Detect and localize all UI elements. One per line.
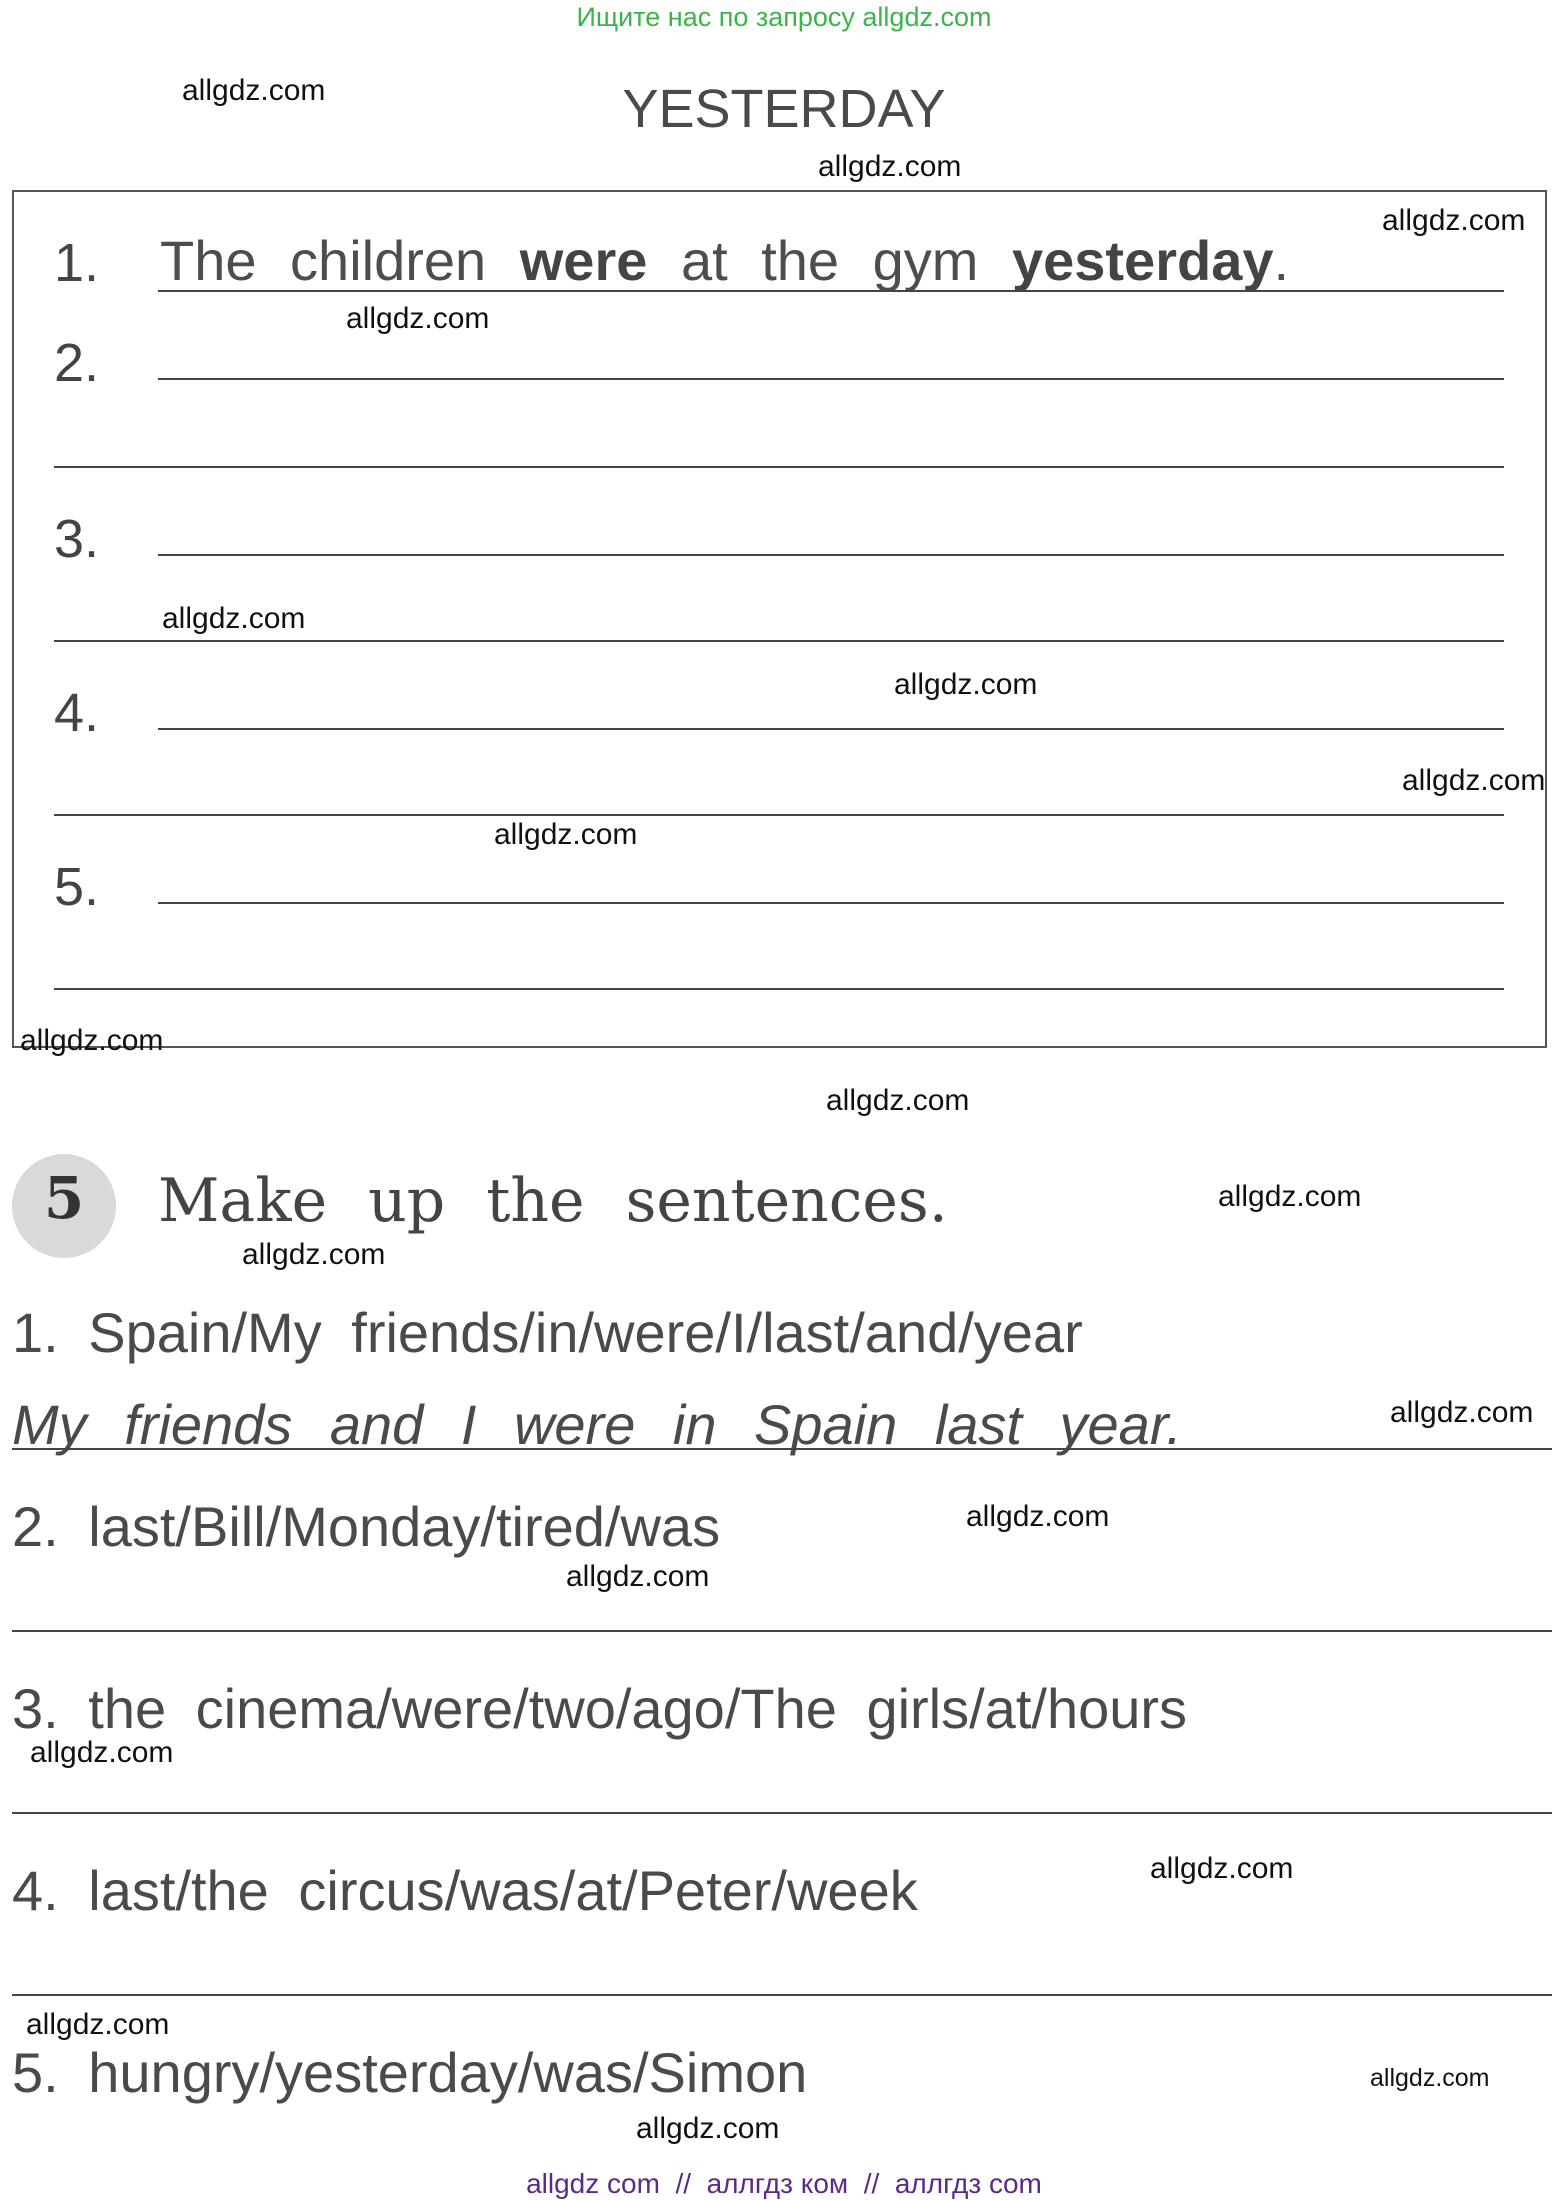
- box-number-2: 2.: [54, 333, 100, 393]
- exercise-number: 5: [43, 1164, 85, 1232]
- watermark: allgdz.com: [636, 2112, 780, 2145]
- watermark: allgdz.com: [242, 1238, 386, 1271]
- task-number: 1.: [12, 1301, 59, 1364]
- example-word-time: yesterday: [1011, 229, 1274, 292]
- task-words: last/the circus/was/at/Peter/week: [88, 1859, 918, 1922]
- writing-line: [54, 814, 1504, 816]
- writing-line: [158, 728, 1504, 730]
- task-1-answer: My friends and I were in Spain last year.: [12, 1393, 1182, 1456]
- answer-line: [12, 1812, 1552, 1814]
- writing-line: [54, 640, 1504, 642]
- answer-line: [12, 1448, 1552, 1450]
- box-number-4: 4.: [54, 683, 100, 743]
- example-word-place: at the gym: [680, 229, 979, 292]
- example-word-verb: were: [519, 229, 648, 292]
- watermark: allgdz.com: [1218, 1180, 1362, 1213]
- writing-line: [158, 378, 1504, 380]
- task-1: [12, 1300, 1083, 1365]
- watermark: allgdz.com: [494, 818, 638, 851]
- box-number-5: 5.: [54, 857, 100, 917]
- task-number: 5.: [12, 2041, 59, 2104]
- writing-line: [54, 466, 1504, 468]
- task-number: 2.: [12, 1495, 59, 1558]
- task-words: the cinema/were/two/ago/The girls/at/hours: [88, 1677, 1188, 1740]
- watermark: allgdz.com: [1150, 1852, 1294, 1885]
- page-title: YESTERDAY: [622, 79, 946, 139]
- task-number: 4.: [12, 1859, 59, 1922]
- watermark: allgdz.com: [826, 1084, 970, 1117]
- task-4: [12, 1858, 918, 1923]
- writing-line: [158, 902, 1504, 904]
- task-number: 3.: [12, 1677, 59, 1740]
- watermark: allgdz.com: [1382, 204, 1526, 237]
- box-number-3: 3.: [54, 509, 100, 569]
- exercise-instruction: Make up the sentences.: [158, 1166, 948, 1236]
- watermark: allgdz.com: [1402, 764, 1546, 797]
- search-banner: Ищите нас по запросу allgdz.com: [576, 2, 992, 32]
- task-3: [12, 1676, 1187, 1741]
- writing-line: [158, 290, 1504, 292]
- watermark: allgdz.com: [1390, 1396, 1534, 1429]
- box-number-1: 1.: [54, 233, 100, 293]
- footer-links: allgdz com // аллгдз ком // аллгдз com: [526, 2168, 1042, 2199]
- example-sentence: [160, 228, 1289, 293]
- task-words: hungry/yesterday/was/Simon: [88, 2041, 808, 2104]
- watermark: allgdz.com: [26, 2008, 170, 2041]
- task-2: [12, 1494, 720, 1559]
- watermark: allgdz.com: [346, 302, 490, 335]
- watermark: allgdz.com: [182, 74, 326, 107]
- task-words: last/Bill/Monday/tired/was: [88, 1495, 721, 1558]
- example-period: .: [1273, 229, 1290, 292]
- watermark: allgdz.com: [818, 150, 962, 183]
- example-word-subject: The children: [160, 229, 487, 292]
- watermark: allgdz.com: [162, 602, 306, 635]
- task-words: Spain/My friends/in/were/I/last/and/year: [88, 1301, 1083, 1364]
- watermark: allgdz.com: [966, 1500, 1110, 1533]
- watermark: allgdz.com: [30, 1736, 174, 1769]
- answer-line: [12, 1630, 1552, 1632]
- writing-line: [158, 554, 1504, 556]
- watermark: allgdz.com: [894, 668, 1038, 701]
- writing-line: [54, 988, 1504, 990]
- watermark: allgdz.com: [1370, 2064, 1490, 2092]
- answer-line: [12, 1994, 1552, 1996]
- task-5: [12, 2040, 807, 2105]
- watermark: allgdz.com: [566, 1560, 710, 1593]
- watermark: allgdz.com: [20, 1024, 164, 1057]
